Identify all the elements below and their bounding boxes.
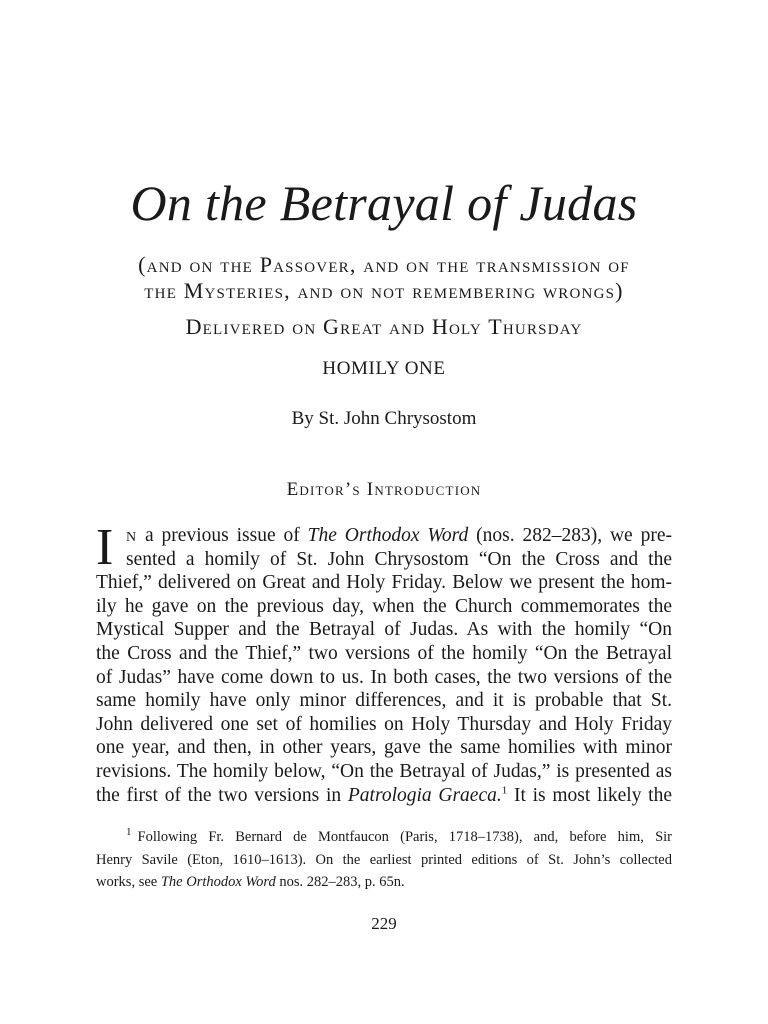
- body-line-10: one year, and then, in other years, gave the same homilies with minor: [96, 737, 672, 759]
- occasion-line: Delivered on Great and Holy Thursday: [185, 314, 583, 339]
- body-line-9: John delivered one set of homilies on Holy Thursday and Holy Friday: [96, 713, 672, 735]
- homily-number: HOMILY ONE: [322, 358, 446, 379]
- body-line-8: same homily have only minor differences, and it is probable that St.: [96, 690, 672, 712]
- subtitle-line-2: the Mysteries, and on not remembering wrongs): [144, 278, 624, 303]
- author-byline: By St. John Chrysostom: [291, 408, 477, 429]
- body-line-7: of Judas” have come down to us. In both cases, the two versions of the: [96, 666, 672, 688]
- footnote-text: Following Fr. Bernard de Montfaucon (Paris, 1718–1738), and, before him, Sir: [137, 829, 672, 845]
- body-line-4: ily he gave on the previous day, when the Church commemorates the: [96, 595, 672, 617]
- homily-title: On the Betrayal of Judas: [130, 175, 638, 231]
- homily-subtitle: [96, 252, 672, 304]
- work-title: Patrologia Graeca.: [347, 784, 502, 806]
- footnote-reference[interactable]: 1: [501, 784, 508, 797]
- footnote-line-2: Henry Savile (Eton, 1610–1613). On the earliest printed editions of St. John’s collected: [96, 851, 672, 868]
- body-line-2: sented a homily of St. John Chrysostom “On the Cross and the: [126, 548, 672, 570]
- body-line-11: revisions. The homily below, “On the Betrayal of Judas,” is presented as: [96, 760, 672, 782]
- body-line-12: [96, 784, 672, 808]
- body-line-1: [96, 524, 672, 548]
- body-line-3: Thief,” delivered on Great and Holy Friday. Below we present the hom-: [96, 572, 672, 594]
- footnote-text: nos. 282–283, p. 65n.: [275, 874, 405, 890]
- smallcaps-lead: n: [126, 525, 138, 546]
- footnote-text: works, see: [96, 874, 161, 890]
- footnote: [96, 826, 672, 894]
- body-text: (nos. 282–283), we pre-: [468, 525, 672, 546]
- book-page: [96, 0, 672, 1024]
- journal-title: The Orthodox Word: [160, 874, 276, 890]
- section-heading: Editor’s Introduction: [286, 479, 482, 500]
- journal-title: The Orthodox Word: [307, 525, 469, 546]
- page-number: 229: [371, 914, 397, 933]
- body-text: It is most likely the: [507, 784, 673, 806]
- drop-cap: I: [96, 519, 114, 576]
- body-text: the first of the two versions in: [96, 784, 348, 806]
- footnote-marker: 1: [126, 826, 132, 839]
- footnote-line-3: [96, 871, 672, 894]
- introduction-paragraph: [96, 519, 673, 807]
- footnote-line-1: [96, 826, 672, 849]
- subtitle-line-1: (and on the Passover, and on the transmission of: [138, 252, 630, 277]
- body-text: a previous issue of: [145, 525, 308, 546]
- body-line-5: Mystical Supper and the Betrayal of Judas. As with the homily “On: [96, 619, 672, 641]
- body-line-6: the Cross and the Thief,” two versions of the homily “On the Betrayal: [96, 642, 672, 664]
